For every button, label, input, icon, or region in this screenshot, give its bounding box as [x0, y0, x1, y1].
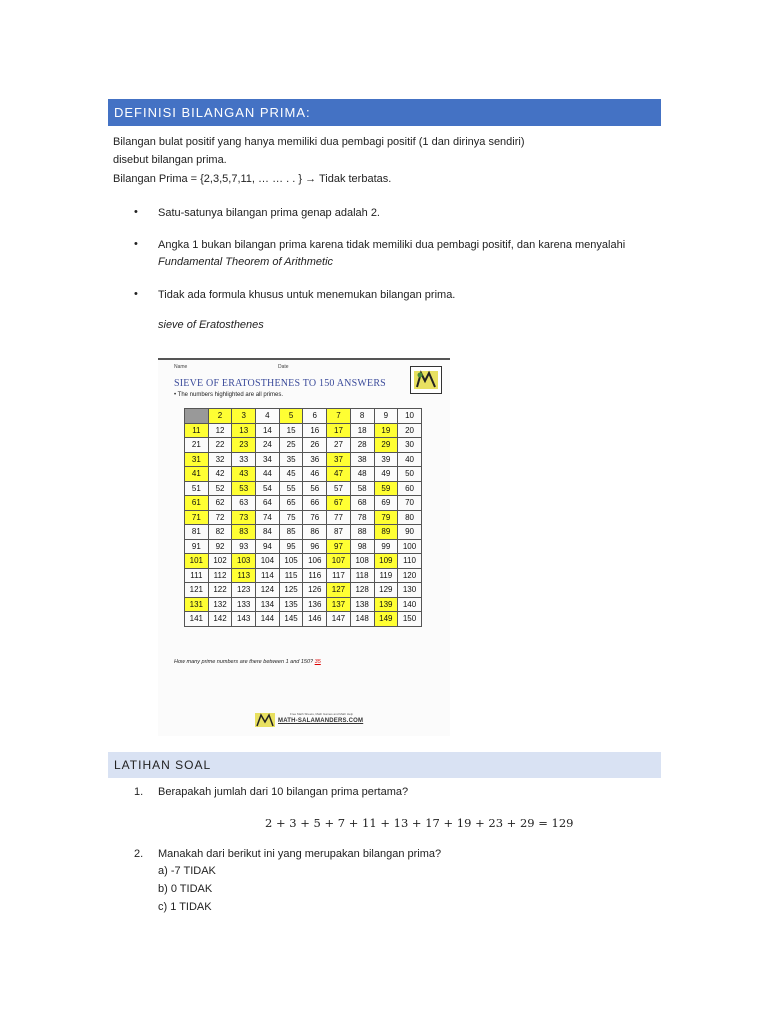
sieve-name-label: Name: [174, 364, 188, 370]
sieve-cell: 60: [398, 481, 422, 496]
sieve-answer: 35: [314, 659, 321, 665]
sieve-row: [185, 539, 422, 554]
sieve-cell: 121: [185, 583, 209, 598]
sieve-cell-prime: 79: [374, 510, 398, 525]
sieve-cell: 122: [208, 583, 232, 598]
sieve-cell: 21: [185, 438, 209, 453]
sieve-cell-prime: 31: [185, 452, 209, 467]
sieve-cell-prime: 103: [232, 554, 256, 569]
bullet-dot: •: [134, 206, 138, 218]
sieve-row: [185, 452, 422, 467]
sieve-cell: 128: [350, 583, 374, 598]
bullet-text-1: Satu-satunya bilangan prima genap adalah 2.: [158, 207, 380, 219]
sieve-cell-prime: 53: [232, 481, 256, 496]
footer-salamander-icon: [254, 712, 276, 728]
sieve-cell-crossed: [185, 409, 209, 424]
sieve-cell-prime: 7: [327, 409, 351, 424]
sieve-cell: 18: [350, 423, 374, 438]
sieve-cell: 82: [208, 525, 232, 540]
section-heading-definition: DEFINISI BILANGAN PRIMA:: [108, 99, 661, 126]
sieve-cell-prime: 11: [185, 423, 209, 438]
sieve-cell: 4: [256, 409, 280, 424]
sieve-cell: 30: [398, 438, 422, 453]
sieve-cell: 116: [303, 568, 327, 583]
sieve-cell: 78: [350, 510, 374, 525]
sieve-row: [185, 597, 422, 612]
sieve-cell: 66: [303, 496, 327, 511]
sieve-row: [185, 423, 422, 438]
sieve-cell: 27: [327, 438, 351, 453]
bullet-text-2-italic: Fundamental Theorem of Arithmetic: [158, 256, 334, 268]
sieve-cell-prime: 149: [374, 612, 398, 627]
sieve-cell-prime: 107: [327, 554, 351, 569]
sieve-top-rule: [158, 358, 450, 360]
sieve-row: [185, 467, 422, 482]
question-1-text: Berapakah jumlah dari 10 bilangan prima pertama?: [158, 786, 409, 798]
bullet-text-3: Tidak ada formula khusus untuk menemukan bilangan prima.: [158, 289, 456, 301]
sieve-cell: 87: [327, 525, 351, 540]
sieve-cell: 48: [350, 467, 374, 482]
sieve-cell-prime: 139: [374, 597, 398, 612]
sieve-question: [174, 659, 321, 665]
sieve-cell-prime: 131: [185, 597, 209, 612]
sieve-cell: 63: [232, 496, 256, 511]
definition-line-3: Bilangan Prima = {2,3,5,7,11, … … . . } → Tidak terbatas.: [113, 173, 392, 185]
sieve-cell-prime: 97: [327, 539, 351, 554]
sieve-cell-prime: 37: [327, 452, 351, 467]
sieve-cell-prime: 67: [327, 496, 351, 511]
sieve-cell: 75: [279, 510, 303, 525]
sieve-cell: 33: [232, 452, 256, 467]
sieve-cell: 140: [398, 597, 422, 612]
sieve-cell-prime: 43: [232, 467, 256, 482]
sieve-cell: 114: [256, 568, 280, 583]
sieve-cell-prime: 3: [232, 409, 256, 424]
sieve-cell: 132: [208, 597, 232, 612]
sieve-cell: 145: [279, 612, 303, 627]
sieve-cell: 51: [185, 481, 209, 496]
sieve-cell: 80: [398, 510, 422, 525]
sieve-cell: 64: [256, 496, 280, 511]
sieve-cell-prime: 59: [374, 481, 398, 496]
sieve-cell: 22: [208, 438, 232, 453]
sieve-cell: 12: [208, 423, 232, 438]
sieve-cell-prime: 23: [232, 438, 256, 453]
sieve-cell-prime: 127: [327, 583, 351, 598]
bullet-dot: •: [134, 288, 138, 300]
sieve-cell: 102: [208, 554, 232, 569]
sieve-cell: 26: [303, 438, 327, 453]
sieve-row: [185, 510, 422, 525]
sieve-date-label: Date: [278, 364, 289, 370]
sieve-cell: 58: [350, 481, 374, 496]
sieve-row: [185, 612, 422, 627]
sieve-cell: 92: [208, 539, 232, 554]
sieve-cell-prime: 113: [232, 568, 256, 583]
sieve-cell-prime: 73: [232, 510, 256, 525]
sieve-cell: 70: [398, 496, 422, 511]
sieve-cell: 42: [208, 467, 232, 482]
sieve-cell: 104: [256, 554, 280, 569]
sieve-cell: 44: [256, 467, 280, 482]
sieve-cell: 148: [350, 612, 374, 627]
sieve-cell: 124: [256, 583, 280, 598]
sieve-cell: 81: [185, 525, 209, 540]
sieve-cell: 24: [256, 438, 280, 453]
sieve-cell: 20: [398, 423, 422, 438]
sieve-cell-prime: 137: [327, 597, 351, 612]
sieve-cell: 88: [350, 525, 374, 540]
sieve-cell: 96: [303, 539, 327, 554]
sieve-cell: 39: [374, 452, 398, 467]
sieve-cell: 6: [303, 409, 327, 424]
sieve-cell: 72: [208, 510, 232, 525]
sieve-cell: 150: [398, 612, 422, 627]
section-heading-exercises: LATIHAN SOAL: [108, 752, 661, 778]
sieve-cell: 25: [279, 438, 303, 453]
sieve-cell: 115: [279, 568, 303, 583]
sieve-cell: 57: [327, 481, 351, 496]
sieve-cell: 106: [303, 554, 327, 569]
sieve-cell: 32: [208, 452, 232, 467]
sieve-row: [185, 496, 422, 511]
sieve-cell: 36: [303, 452, 327, 467]
sieve-cell: 141: [185, 612, 209, 627]
sieve-cell: 52: [208, 481, 232, 496]
sieve-cell: 112: [208, 568, 232, 583]
sieve-cell: 49: [374, 467, 398, 482]
sieve-cell: 147: [327, 612, 351, 627]
sieve-cell-prime: 29: [374, 438, 398, 453]
footer-site: MATH-SALAMANDERS.COM: [278, 718, 364, 724]
sieve-cell: 38: [350, 452, 374, 467]
sieve-cell: 86: [303, 525, 327, 540]
sieve-cell-prime: 47: [327, 467, 351, 482]
sieve-caption: sieve of Eratosthenes: [158, 319, 264, 331]
sieve-row: [185, 568, 422, 583]
math-salamanders-footer-logo: [254, 712, 366, 728]
sieve-title: SIEVE OF ERATOSTHENES TO 150 ANSWERS: [174, 378, 386, 389]
sieve-cell: 68: [350, 496, 374, 511]
sieve-cell: 54: [256, 481, 280, 496]
sieve-cell: 134: [256, 597, 280, 612]
footer-tagline: Free Math Sheets, Math Games and Math Help: [290, 712, 354, 716]
question-2-option-a: a) -7 TIDAK: [158, 865, 216, 877]
sieve-cell: 125: [279, 583, 303, 598]
definition-line-2: disebut bilangan prima.: [113, 154, 227, 166]
sieve-cell: 99: [374, 539, 398, 554]
sieve-cell: 10: [398, 409, 422, 424]
sieve-cell: 136: [303, 597, 327, 612]
sieve-cell-prime: 89: [374, 525, 398, 540]
sieve-row: [185, 438, 422, 453]
sieve-cell: 55: [279, 481, 303, 496]
question-2-option-b: b) 0 TIDAK: [158, 883, 213, 895]
sieve-cell: 9: [374, 409, 398, 424]
sieve-cell: 15: [279, 423, 303, 438]
sieve-cell-prime: 71: [185, 510, 209, 525]
sieve-cell-prime: 83: [232, 525, 256, 540]
sieve-cell-prime: 41: [185, 467, 209, 482]
sieve-cell: 46: [303, 467, 327, 482]
sieve-cell: 77: [327, 510, 351, 525]
sieve-cell-prime: 109: [374, 554, 398, 569]
sieve-cell: 74: [256, 510, 280, 525]
sieve-cell: 91: [185, 539, 209, 554]
sieve-row: [185, 409, 422, 424]
sieve-cell: 138: [350, 597, 374, 612]
sieve-cell: 129: [374, 583, 398, 598]
sieve-cell-prime: 17: [327, 423, 351, 438]
sieve-cell: 98: [350, 539, 374, 554]
sieve-cell: 65: [279, 496, 303, 511]
salamander-logo-icon: [410, 366, 442, 394]
sieve-row: [185, 583, 422, 598]
sieve-cell-prime: 61: [185, 496, 209, 511]
sieve-cell: 90: [398, 525, 422, 540]
sieve-cell: 50: [398, 467, 422, 482]
sieve-question-text: How many prime numbers are there between 1 and 150?: [174, 659, 314, 665]
sieve-row: [185, 525, 422, 540]
sieve-cell: 14: [256, 423, 280, 438]
sieve-cell: 76: [303, 510, 327, 525]
sieve-cell: 94: [256, 539, 280, 554]
sieve-cell: 28: [350, 438, 374, 453]
sieve-cell: 108: [350, 554, 374, 569]
sieve-row: [185, 554, 422, 569]
question-2-option-c: c) 1 TIDAK: [158, 901, 212, 913]
question-1-equation: 2 + 3 + 5 + 7 + 11 + 13 + 17 + 19 + 23 + 29 = 129: [265, 816, 574, 830]
sieve-cell: 135: [279, 597, 303, 612]
question-2-text: Manakah dari berikut ini yang merupakan bilangan prima?: [158, 848, 442, 860]
sieve-cell: 118: [350, 568, 374, 583]
sieve-cell-prime: 13: [232, 423, 256, 438]
sieve-cell: 34: [256, 452, 280, 467]
sieve-cell: 126: [303, 583, 327, 598]
sieve-cell: 110: [398, 554, 422, 569]
sieve-cell: 133: [232, 597, 256, 612]
sieve-cell: 69: [374, 496, 398, 511]
sieve-cell: 111: [185, 568, 209, 583]
sieve-cell: 56: [303, 481, 327, 496]
bullet-text-2: Angka 1 bukan bilangan prima karena tidak memiliki dua pembagi positif, dan karena menyalahi: [158, 239, 626, 251]
sieve-cell-prime: 2: [208, 409, 232, 424]
question-1-number: 1.: [134, 786, 144, 798]
sieve-cell: 130: [398, 583, 422, 598]
sieve-cell: 117: [327, 568, 351, 583]
sieve-cell: 123: [232, 583, 256, 598]
sieve-cell: 95: [279, 539, 303, 554]
sieve-grid: [184, 408, 422, 627]
sieve-cell: 35: [279, 452, 303, 467]
sieve-cell: 142: [208, 612, 232, 627]
bullet-dot: •: [134, 238, 138, 250]
sieve-cell: 119: [374, 568, 398, 583]
sieve-cell: 40: [398, 452, 422, 467]
definition-line-1: Bilangan bulat positif yang hanya memiliki dua pembagi positif (1 dan dirinya sendiri): [113, 136, 525, 148]
sieve-cell: 93: [232, 539, 256, 554]
question-2-number: 2.: [134, 848, 144, 860]
sieve-cell: 146: [303, 612, 327, 627]
sieve-row: [185, 481, 422, 496]
sieve-cell-prime: 19: [374, 423, 398, 438]
sieve-cell: 84: [256, 525, 280, 540]
sieve-cell: 120: [398, 568, 422, 583]
sieve-cell: 143: [232, 612, 256, 627]
sieve-cell: 16: [303, 423, 327, 438]
sieve-cell: 8: [350, 409, 374, 424]
sieve-cell: 45: [279, 467, 303, 482]
sieve-cell: 62: [208, 496, 232, 511]
sieve-cell: 144: [256, 612, 280, 627]
sieve-cell-prime: 101: [185, 554, 209, 569]
sieve-cell: 100: [398, 539, 422, 554]
sieve-cell: 105: [279, 554, 303, 569]
sieve-cell: 85: [279, 525, 303, 540]
sieve-image: [158, 358, 450, 736]
sieve-cell-prime: 5: [279, 409, 303, 424]
sieve-note: • The numbers highlighted are all primes.: [174, 392, 284, 398]
